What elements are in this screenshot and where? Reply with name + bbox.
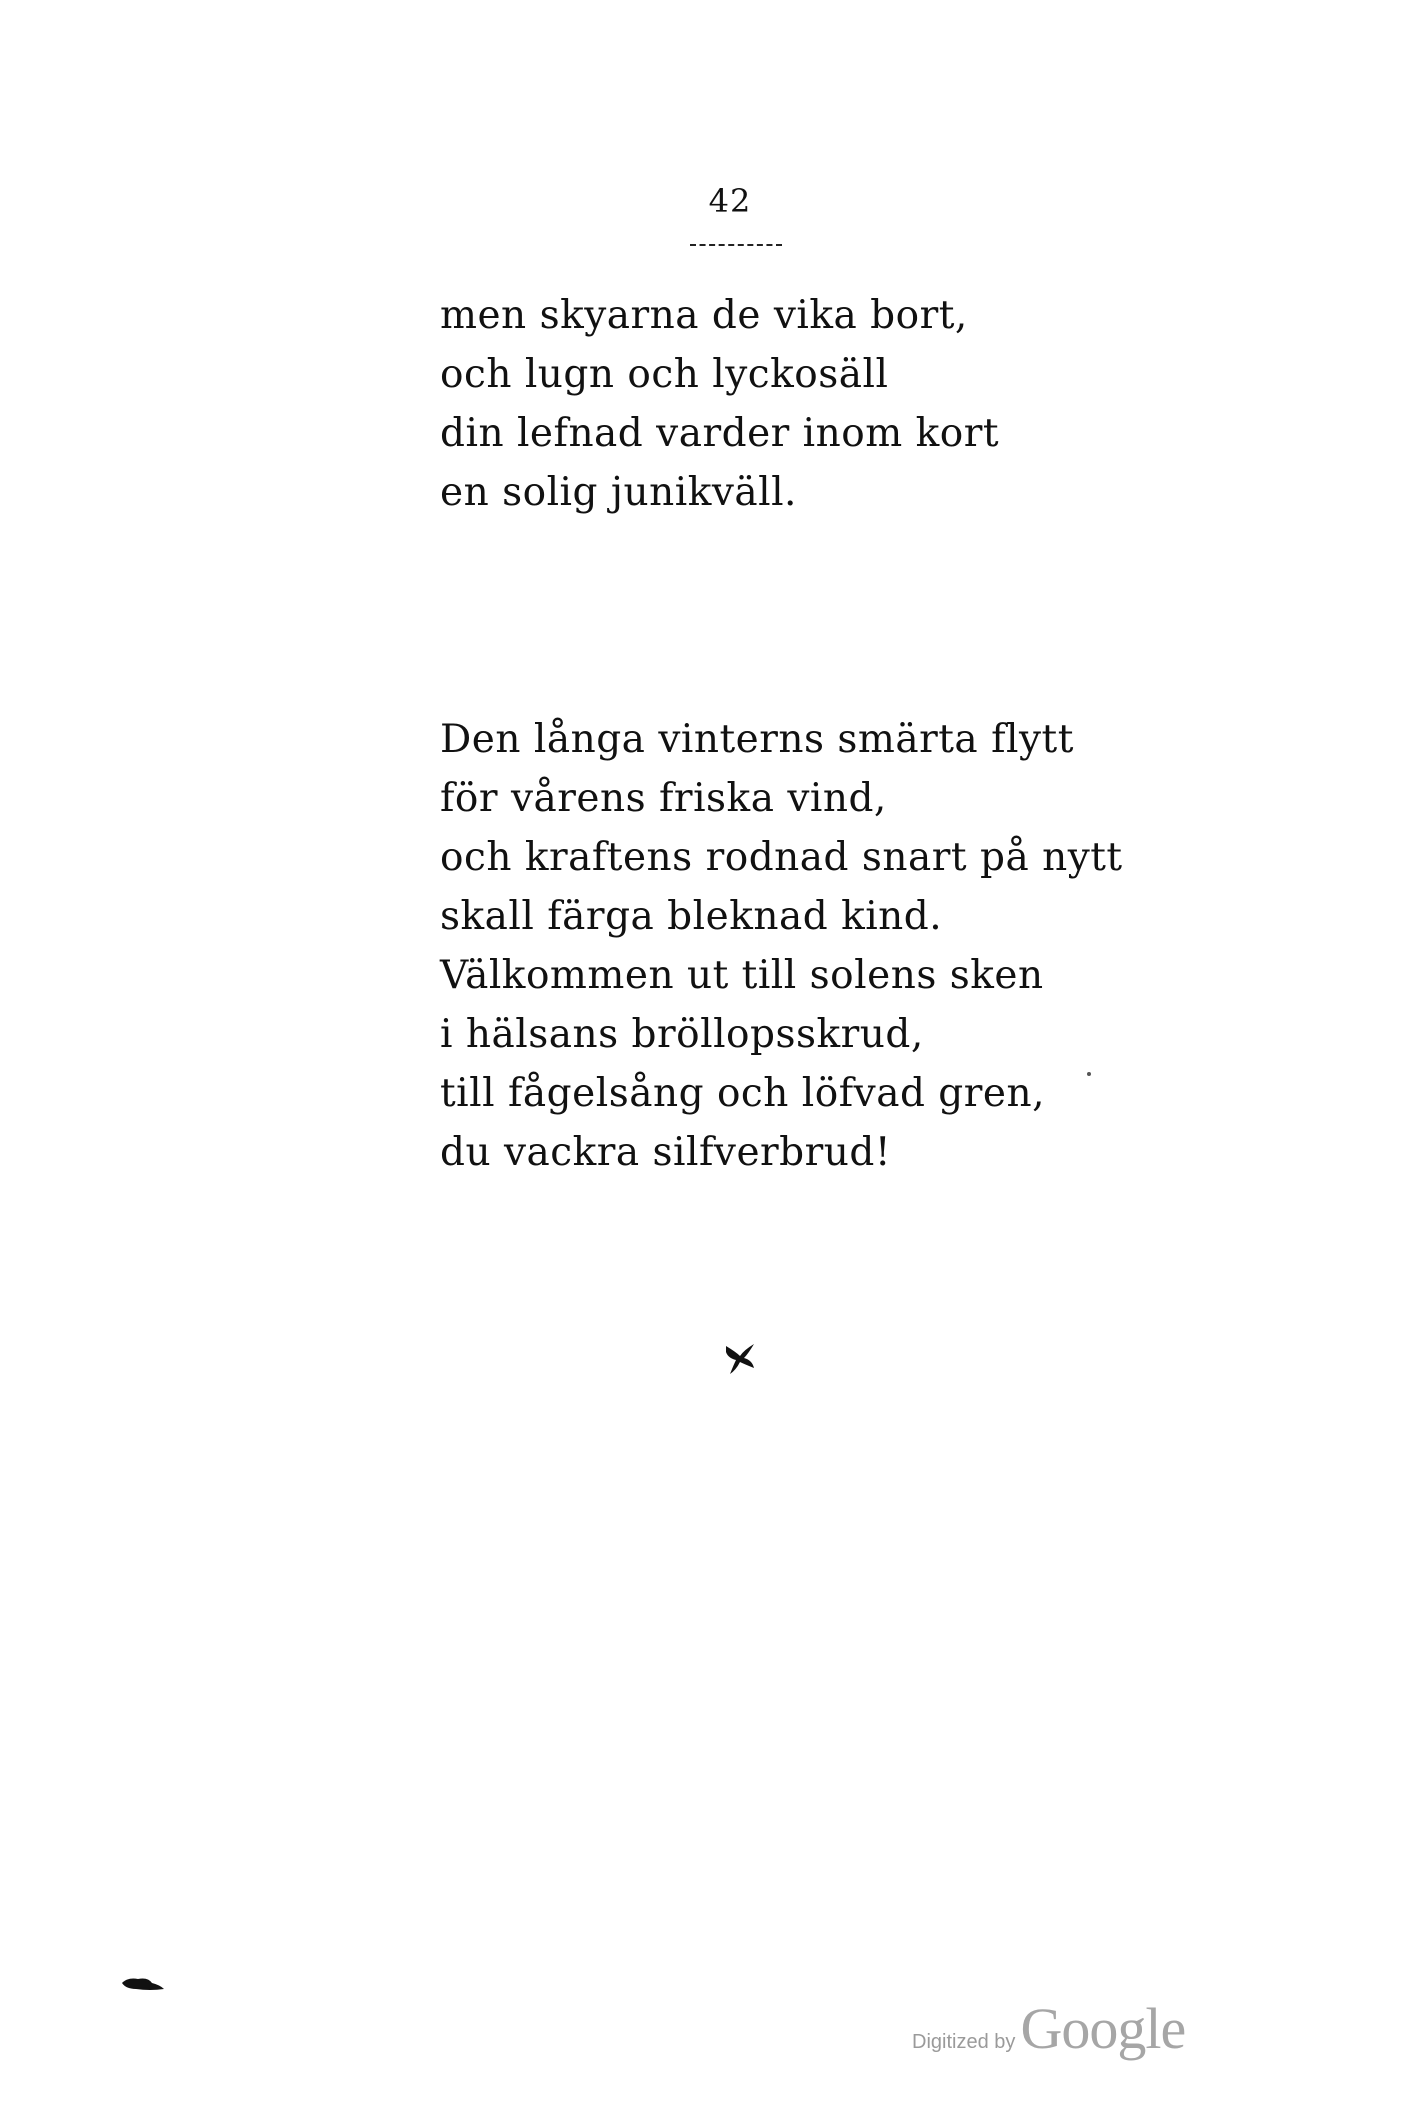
digitized-by-google-watermark [912, 1995, 1185, 2062]
tiny-mark [1087, 1072, 1091, 1076]
stanza-2 [440, 710, 1123, 1182]
fleuron-ornament-icon [722, 1340, 758, 1376]
stanza-1 [440, 286, 999, 522]
verse-line: du vackra silfverbrud! [440, 1130, 892, 1175]
verse-line: skall färga bleknad kind. [440, 894, 943, 939]
verse-line: i hälsans bröllopsskrud, [440, 1012, 924, 1057]
verse-line: och kraftens rodnad snart på nytt [440, 835, 1123, 880]
google-logo: Google [1020, 1996, 1186, 2061]
verse-line: Den långa vinterns smärta flytt [440, 717, 1074, 762]
margin-smudge [122, 1975, 164, 1991]
page-number-rule [690, 244, 782, 246]
verse-line: en solig junikväll. [440, 470, 797, 515]
verse-line: till fågelsång och löfvad gren, [440, 1071, 1046, 1116]
verse-line: och lugn och lyckosäll [440, 352, 889, 397]
digitized-by-label: Digitized by [912, 2031, 1016, 2053]
verse-line: men skyarna de vika bort, [440, 293, 968, 338]
verse-line: Välkommen ut till solens sken [440, 953, 1044, 998]
page-number: 42 [708, 182, 752, 220]
verse-line: din lefnad varder inom kort [440, 411, 1000, 456]
verse-line: för vårens friska vind, [440, 776, 887, 821]
